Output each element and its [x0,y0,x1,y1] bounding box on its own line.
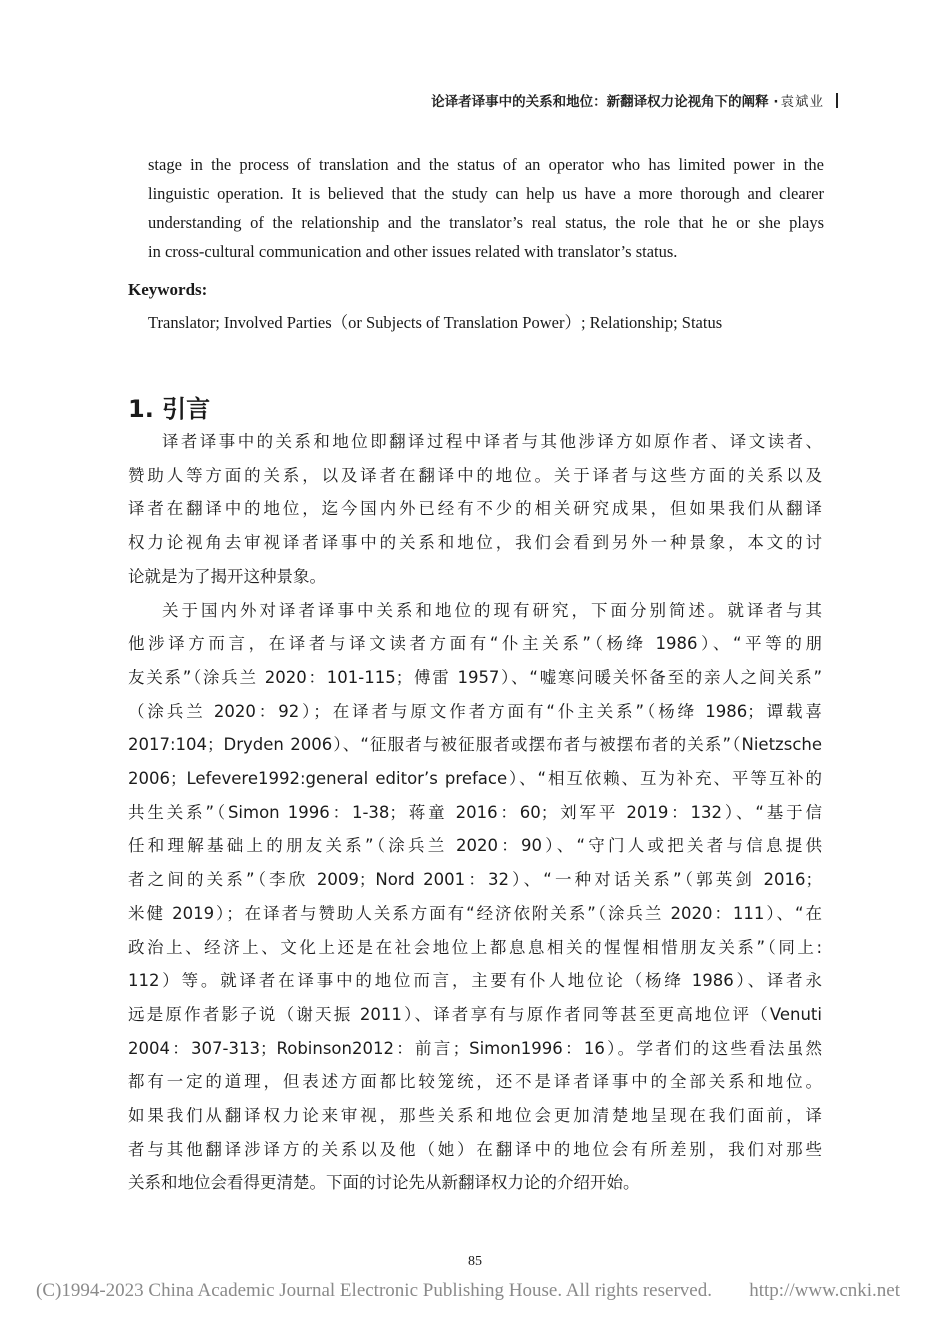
footer-url: http://www.cnki.net [749,1280,900,1301]
text-line: 者与其他翻译涉译方的关系以及他（她）在翻译中的地位会有所差别，我们对那些 [128,1139,822,1159]
text-line: 赞助人等方面的关系，以及译者在翻译中的地位。关于译者与这些方面的关系以及 [128,465,822,485]
paragraph [128,425,822,594]
text-line: 都有一定的道理，但表述方面都比较笼统，还不是译者译事中的全部关系和地位。 [128,1072,822,1092]
running-head-author: 袁斌业 [780,94,824,110]
text-line: 译者译事中的关系和地位即翻译过程中译者与其他涉译方如原作者、译文读者、 [162,432,822,451]
text-line: 权力论视角去审视译者译事中的关系和地位，我们会看到另外一种景象，本文的讨 [128,533,822,553]
abstract-line: linguistic operation. It is believed that the study can help us have a more thorough and clearer [148,184,824,203]
text-line: （涂兵兰 2020：92）；在译者与原文作者方面有“仆主关系”（杨绛 1986；谭载喜 [128,701,822,721]
text-line: 任和理解基础上的朋友关系”（涂兵兰 2020：90）、“守门人或把关者与信息提供 [128,836,822,856]
abstract-line: understanding of the relationship and the translator’s real status, the role that he or she plays [148,213,824,232]
footer [36,1280,900,1302]
text-line: 2006；Lefevere1992:general editor’s preface）、“相互依赖、互为补充、平等互补的 [128,769,822,789]
text-line: 2017:104；Dryden 2006）、“征服者与被征服者或摆布者与被摆布者的关系”（Nietzsche [128,735,822,755]
text-line: 论就是为了揭开这种景象。 [128,566,326,586]
abstract-continuation [148,150,824,266]
running-head-title: 论译者译事中的关系和地位：新翻译权力论视角下的阐释 · [431,94,779,110]
paragraph [128,594,822,1201]
text-line: 112）等。就译者在译事中的地位而言，主要有仆人地位论（杨绛 1986）、译者永 [128,971,822,991]
text-line: 友关系”（涂兵兰 2020：101-115；傅雷 1957）、“嘘寒问暖关怀备至的亲人之间关系” [128,667,822,687]
abstract-line: in cross-cultural communication and other issues related with translator’s status. [148,242,678,261]
text-line: 远是原作者影子说（谢天振 2011）、译者享有与原作者同等甚至更高地位评（Venuti [128,1004,822,1024]
text-line: 如果我们从翻译权力论来审视，那些关系和地位会更加清楚地呈现在我们面前，译 [128,1106,822,1126]
text-line: 者之间的关系”（李欣 2009；Nord 2001：32）、“一种对话关系”（郭英剑 2016； [128,870,822,890]
keywords-text: Translator; Involved Parties（or Subjects of Translation Power）; Relationship; Status [148,313,723,332]
text-line: 共生关系”（Simon 1996：1-38；蒋童 2016：60；刘军平 2019：132）、“基于信 [128,802,822,822]
body-text [128,425,822,1200]
text-line: 政治上、经济上、文化上还是在社会地位上都息息相关的惺惺相惜朋友关系”（同上: [128,937,822,957]
section-heading: 1. 引言 [128,395,211,423]
text-line: 米健 2019）；在译者与赞助人关系方面有“经济依附关系”（涂兵兰 2020：111）、“在 [128,903,822,923]
running-head-divider [836,93,838,108]
text-line: 他涉译方而言，在译者与译文读者方面有“仆主关系”（杨绛 1986）、“平等的朋 [128,634,822,654]
text-line: 译者在翻译中的地位，迄今国内外已经有不少的相关研究成果，但如果我们从翻译 [128,499,822,519]
text-line: 2004：307-313；Robinson2012：前言；Simon1996：16）。学者们的这些看法虽然 [128,1038,822,1058]
keywords-heading: Keywords: [128,280,208,299]
text-line: 关于国内外对译者译事中关系和地位的现有研究，下面分别简述。就译者与其 [162,600,822,620]
abstract-line: stage in the process of translation and the status of an operator who has limited power in the [148,155,824,174]
page-number: 85 [468,1254,482,1269]
running-head [431,90,838,110]
text-line: 关系和地位会看得更清楚。下面的讨论先从新翻译权力论的介绍开始。 [128,1173,640,1193]
footer-copyright: (C)1994-2023 China Academic Journal Electronic Publishing House. All rights reserved. [36,1280,712,1301]
